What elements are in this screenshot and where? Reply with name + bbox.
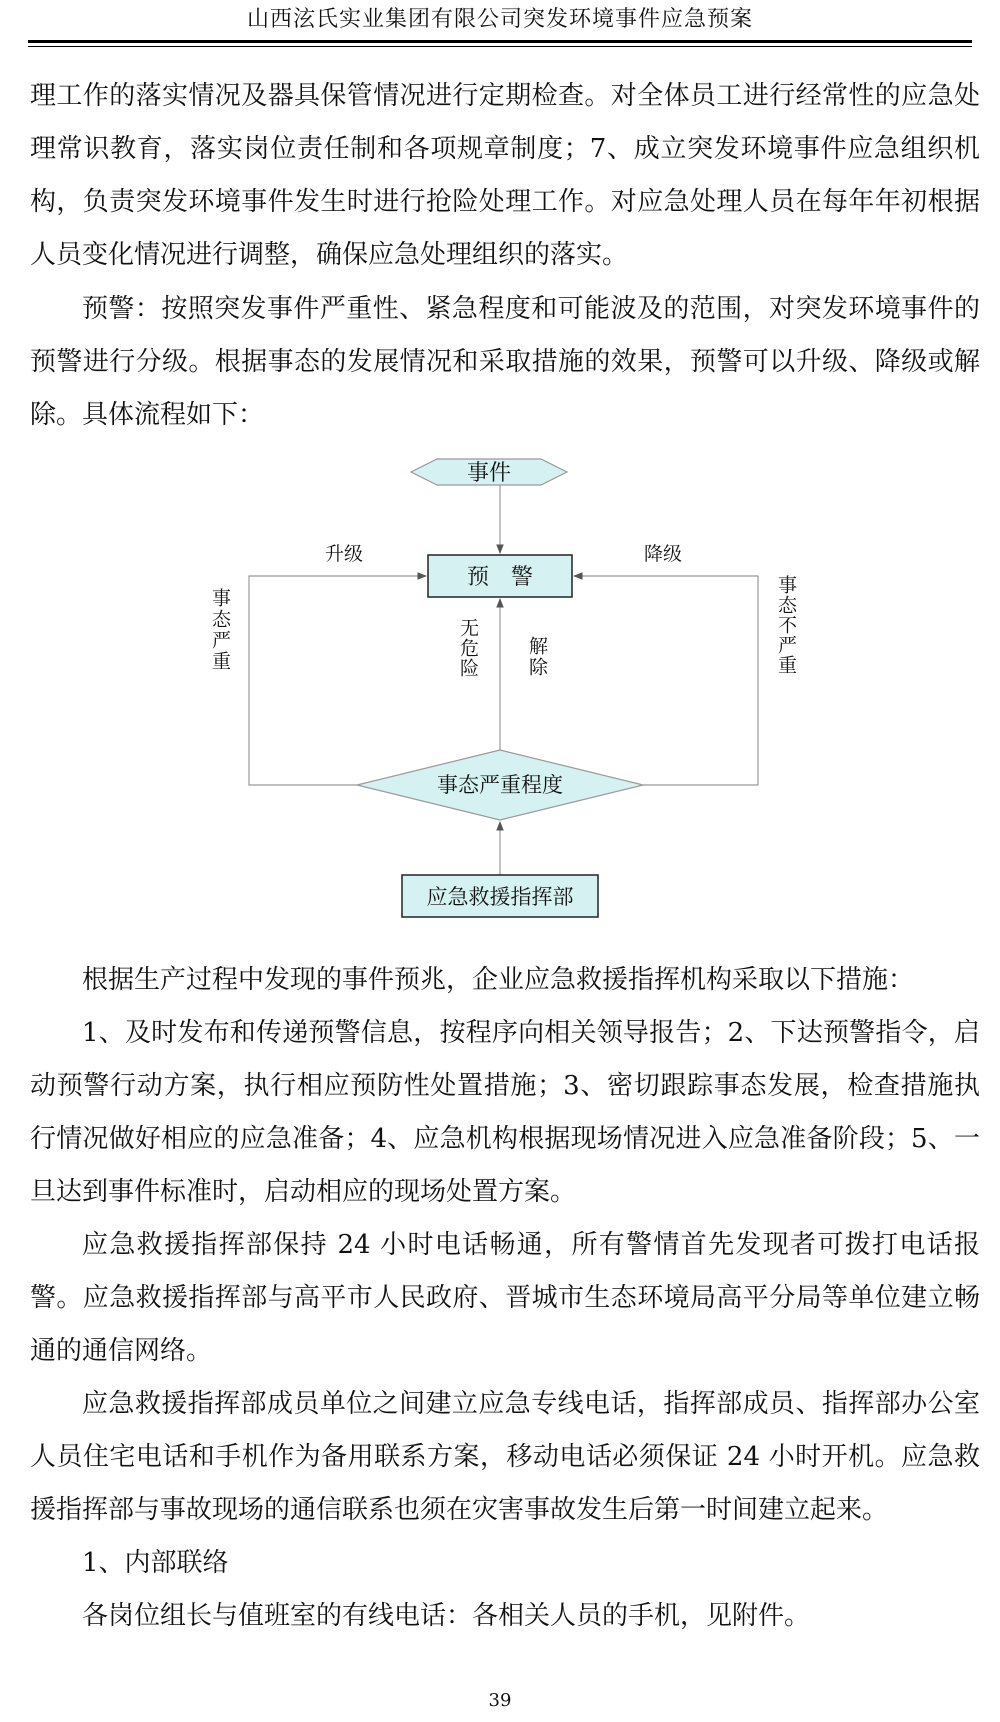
paragraph-hotline: 应急救援指挥部成员单位之间建立应急专线电话，指挥部成员、指挥部办公室人员住宅电话和手机作为备用联系方案，移动电话必须保证 24 小时开机。应急救援指挥部与事故现场的通信联系也须在灾害事故发生后第一时间建立起来。 (30, 1389, 980, 1525)
paragraph-warning-intro: 预警：按照突发事件严重性、紧急程度和可能波及的范围，对突发环境事件的预警进行分级。根据事态的发展情况和采取措施的效果，预警可以升级、降级或解除。具体流程如下： (30, 294, 980, 430)
paragraph-measures-intro: 根据生产过程中发现的事件预兆，企业应急救援指挥机构采取以下措施： (82, 965, 915, 995)
paragraph-phone: 应急救援指挥部保持 24 小时电话畅通，所有警情首先发现者可拨打电话报警。应急救援指挥部与高平市人民政府、晋城市生态环境局高平分局等单位建立畅通的通信网络。 (30, 1230, 980, 1366)
no-danger-label: 无危险 (457, 618, 479, 678)
upgrade-label: 升级 (324, 543, 364, 565)
warning-label: 预 警 (466, 565, 534, 590)
event-label: 事件 (466, 461, 512, 486)
page-number: 39 (488, 1690, 512, 1711)
warning-flowchart (0, 435, 1000, 945)
serious-label: 事态严重 (209, 588, 231, 672)
paragraph-measures-list: 1、及时发布和传递预警信息，按程序向相关领导报告；2、下达预警指令，启动预警行动方案，执行相应预防性处置措施；3、密切跟踪事态发展，检查措施执行情况做好相应的应急准备；4、应急机构根据现场情况进入应急准备阶段；5、一旦达到事件标准时，启动相应的现场处置方案。 (30, 1018, 980, 1207)
upgrade-loop-line (249, 576, 426, 785)
header-rule-thick (28, 40, 972, 43)
header-rule-thin (28, 46, 972, 47)
page-header: 山西泫氏实业集团有限公司突发环境事件应急预案 (246, 7, 753, 32)
downgrade-loop-line (574, 576, 758, 785)
command-label: 应急救援指挥部 (426, 885, 574, 909)
paragraph-internal-contact: 各岗位组长与值班室的有线电话：各相关人员的手机，见附件。 (82, 1601, 811, 1631)
severity-label: 事态严重程度 (437, 773, 563, 797)
section-internal-contact: 1、内部联络 (82, 1548, 229, 1578)
downgrade-label: 降级 (643, 543, 683, 565)
release-label: 解除 (526, 636, 548, 678)
paragraph-inspection: 理工作的落实情况及器具保管情况进行定期检查。对全体员工进行经常性的应急处理常识教育，落实岗位责任制和各项规章制度；7、成立突发环境事件应急组织机构，负责突发环境事件发生时进行抢险处理工作。对应急处理人员在每年年初根据人员变化情况进行调整，确保应急处理组织的落实。 (30, 81, 980, 270)
not-serious-label: 事态不严重 (775, 575, 797, 675)
